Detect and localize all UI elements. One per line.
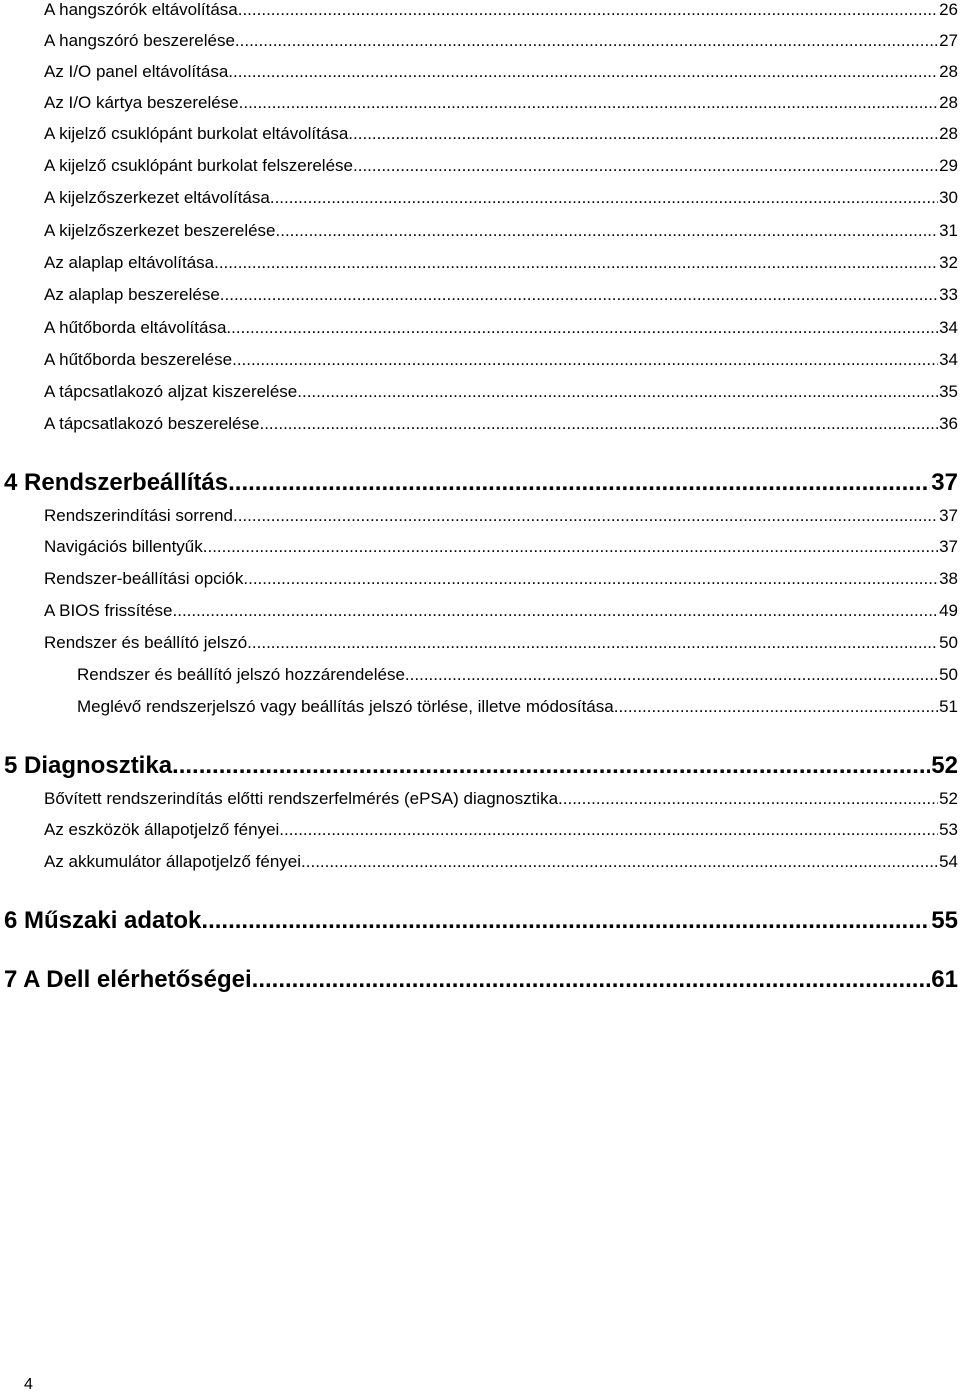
toc-leader-dots: [228, 62, 938, 82]
toc-entry[interactable]: [44, 188, 958, 208]
toc-entry-page: 34: [939, 350, 958, 369]
toc-chapter-page: 55: [931, 907, 958, 934]
toc-leader-dots: [276, 221, 939, 241]
toc-chapter-page: 52: [931, 752, 958, 779]
toc-leader-dots: [301, 852, 938, 872]
toc-entry[interactable]: [44, 789, 958, 809]
toc-entry-title: Rendszer-beállítási opciók: [44, 569, 244, 588]
toc-leader-dots: [348, 124, 938, 144]
toc-leader-dots: [214, 253, 938, 273]
toc-entry-title: A hűtőborda eltávolítása: [44, 318, 227, 337]
toc-entry-title: A kijelzőszerkezet eltávolítása: [44, 188, 270, 207]
toc-entry[interactable]: [44, 253, 958, 273]
toc-entry[interactable]: [44, 569, 958, 589]
toc-subentry-title: Rendszer és beállító jelszó hozzárendelése: [77, 665, 405, 684]
toc-chapter[interactable]: [4, 907, 958, 935]
toc-entry-title: Az I/O kártya beszerelése: [44, 93, 239, 112]
toc-entry-page: 50: [939, 633, 958, 652]
toc-entry[interactable]: [44, 506, 958, 526]
toc-entry[interactable]: [44, 633, 958, 653]
toc-entry-page: 37: [939, 537, 958, 556]
toc-entry[interactable]: [44, 31, 958, 51]
toc-entry[interactable]: [44, 382, 958, 402]
toc-entry-page: 32: [939, 253, 958, 272]
toc-chapter-title: 5 Diagnosztika: [4, 752, 173, 779]
toc-chapter-title: 7 A Dell elérhetőségei: [4, 966, 252, 993]
toc-entry-page: 33: [939, 285, 958, 304]
toc-entry-page: 53: [939, 820, 958, 839]
toc-entry-title: Rendszer és beállító jelszó: [44, 633, 248, 652]
toc-leader-dots: [233, 506, 938, 526]
toc-entry-title: A tápcsatlakozó aljzat kiszerelése: [44, 382, 298, 401]
toc-entry-page: 29: [939, 156, 958, 175]
toc-entry-page: 54: [939, 852, 958, 871]
toc-entry[interactable]: [44, 537, 958, 557]
toc-entry-title: A kijelző csuklópánt burkolat felszerelése: [44, 156, 353, 175]
toc-entry[interactable]: [44, 601, 958, 621]
toc-entry-title: Az alaplap eltávolítása: [44, 253, 215, 272]
toc-leader-dots: [239, 93, 938, 113]
toc-entry-title: Az alaplap beszerelése: [44, 285, 220, 304]
toc-leader-dots: [558, 789, 938, 809]
toc-entry-page: 37: [939, 506, 958, 525]
toc-entry-title: A kijelzőszerkezet beszerelése: [44, 221, 276, 240]
toc-entry-title: Rendszerindítási sorrend: [44, 506, 233, 525]
toc-entry-title: Az eszközök állapotjelző fényei: [44, 820, 280, 839]
toc-leader-dots: [232, 350, 938, 370]
toc-leader-dots: [270, 188, 938, 208]
page-number: 4: [24, 1376, 33, 1393]
toc-leader-dots: [226, 318, 938, 338]
toc-entry-page: 36: [939, 414, 958, 433]
toc-leader-dots: [243, 569, 938, 589]
toc-entry-page: 34: [939, 318, 958, 337]
toc-entry-page: 31: [939, 221, 958, 240]
toc-entry-page: 28: [939, 124, 958, 143]
toc-leader-dots: [201, 907, 930, 935]
toc-subentry-page: 51: [939, 697, 958, 716]
toc-entry-title: A BIOS frissítése: [44, 601, 173, 620]
toc-entry[interactable]: [44, 350, 958, 370]
toc-chapter-page: 61: [931, 966, 958, 993]
toc-entry-page: 28: [939, 62, 958, 81]
toc-chapter[interactable]: [4, 752, 958, 780]
toc-entry-title: Az I/O panel eltávolítása: [44, 62, 229, 81]
toc-entry[interactable]: [44, 62, 958, 82]
toc-leader-dots: [173, 601, 939, 621]
toc-leader-dots: [297, 382, 938, 402]
toc-entry[interactable]: [44, 820, 958, 840]
toc-entry-title: A hangszóró beszerelése: [44, 31, 235, 50]
toc-chapter-title: 4 Rendszerbeállítás: [4, 469, 229, 496]
toc-entry[interactable]: [44, 221, 958, 241]
toc-entry[interactable]: [44, 0, 958, 20]
toc-leader-dots: [203, 537, 938, 557]
toc-leader-dots: [279, 820, 938, 840]
toc-leader-dots: [247, 633, 938, 653]
toc-leader-dots: [172, 752, 930, 780]
toc-chapter-page: 37: [931, 469, 958, 496]
toc-entry[interactable]: [44, 156, 958, 176]
toc-entry[interactable]: [44, 285, 958, 305]
toc-leader-dots: [252, 966, 931, 994]
toc-entry-page: 30: [939, 188, 958, 207]
toc-entry-page: 27: [939, 31, 958, 50]
toc-entry-page: 38: [939, 569, 958, 588]
toc-entry-page: 28: [939, 93, 958, 112]
toc-entry[interactable]: [44, 852, 958, 872]
toc-entry-title: Navigációs billentyűk: [44, 537, 203, 556]
toc-entry-title: Az akkumulátor állapotjelző fényei: [44, 852, 302, 871]
toc-chapter-title: 6 Műszaki adatok: [4, 907, 202, 934]
toc-subentry[interactable]: [77, 697, 958, 717]
toc-leader-dots: [353, 156, 938, 176]
toc-leader-dots: [235, 31, 938, 51]
toc-leader-dots: [220, 285, 938, 305]
toc-leader-dots: [238, 0, 938, 20]
toc-entry-page: 52: [939, 789, 958, 808]
toc-leader-dots: [405, 665, 938, 685]
toc-entry[interactable]: [44, 318, 958, 338]
toc-subentry[interactable]: [77, 665, 958, 685]
toc-entry-page: 26: [939, 0, 958, 19]
toc-entry[interactable]: [44, 124, 958, 144]
toc-chapter[interactable]: [4, 469, 958, 497]
toc-entry-title: A kijelző csuklópánt burkolat eltávolítása: [44, 124, 349, 143]
toc-entry-title: A tápcsatlakozó beszerelése: [44, 414, 260, 433]
toc-entry[interactable]: [44, 93, 958, 113]
toc-entry-page: 49: [939, 601, 958, 620]
toc-entry-title: A hűtőborda beszerelése: [44, 350, 233, 369]
toc-entry-title: A hangszórók eltávolítása: [44, 0, 238, 19]
toc-entry[interactable]: [44, 414, 958, 434]
toc-leader-dots: [614, 697, 938, 717]
toc-subentry-title: Meglévő rendszerjelszó vagy beállítás jelszó törlése, illetve módosítása: [77, 697, 614, 716]
toc-entry-page: 35: [939, 382, 958, 401]
toc-chapter[interactable]: [4, 966, 958, 994]
toc-subentry-page: 50: [939, 665, 958, 684]
toc-leader-dots: [259, 414, 938, 434]
toc-leader-dots: [228, 469, 930, 497]
toc-entry-title: Bővített rendszerindítás előtti rendszerfelmérés (ePSA) diagnosztika: [44, 789, 559, 808]
